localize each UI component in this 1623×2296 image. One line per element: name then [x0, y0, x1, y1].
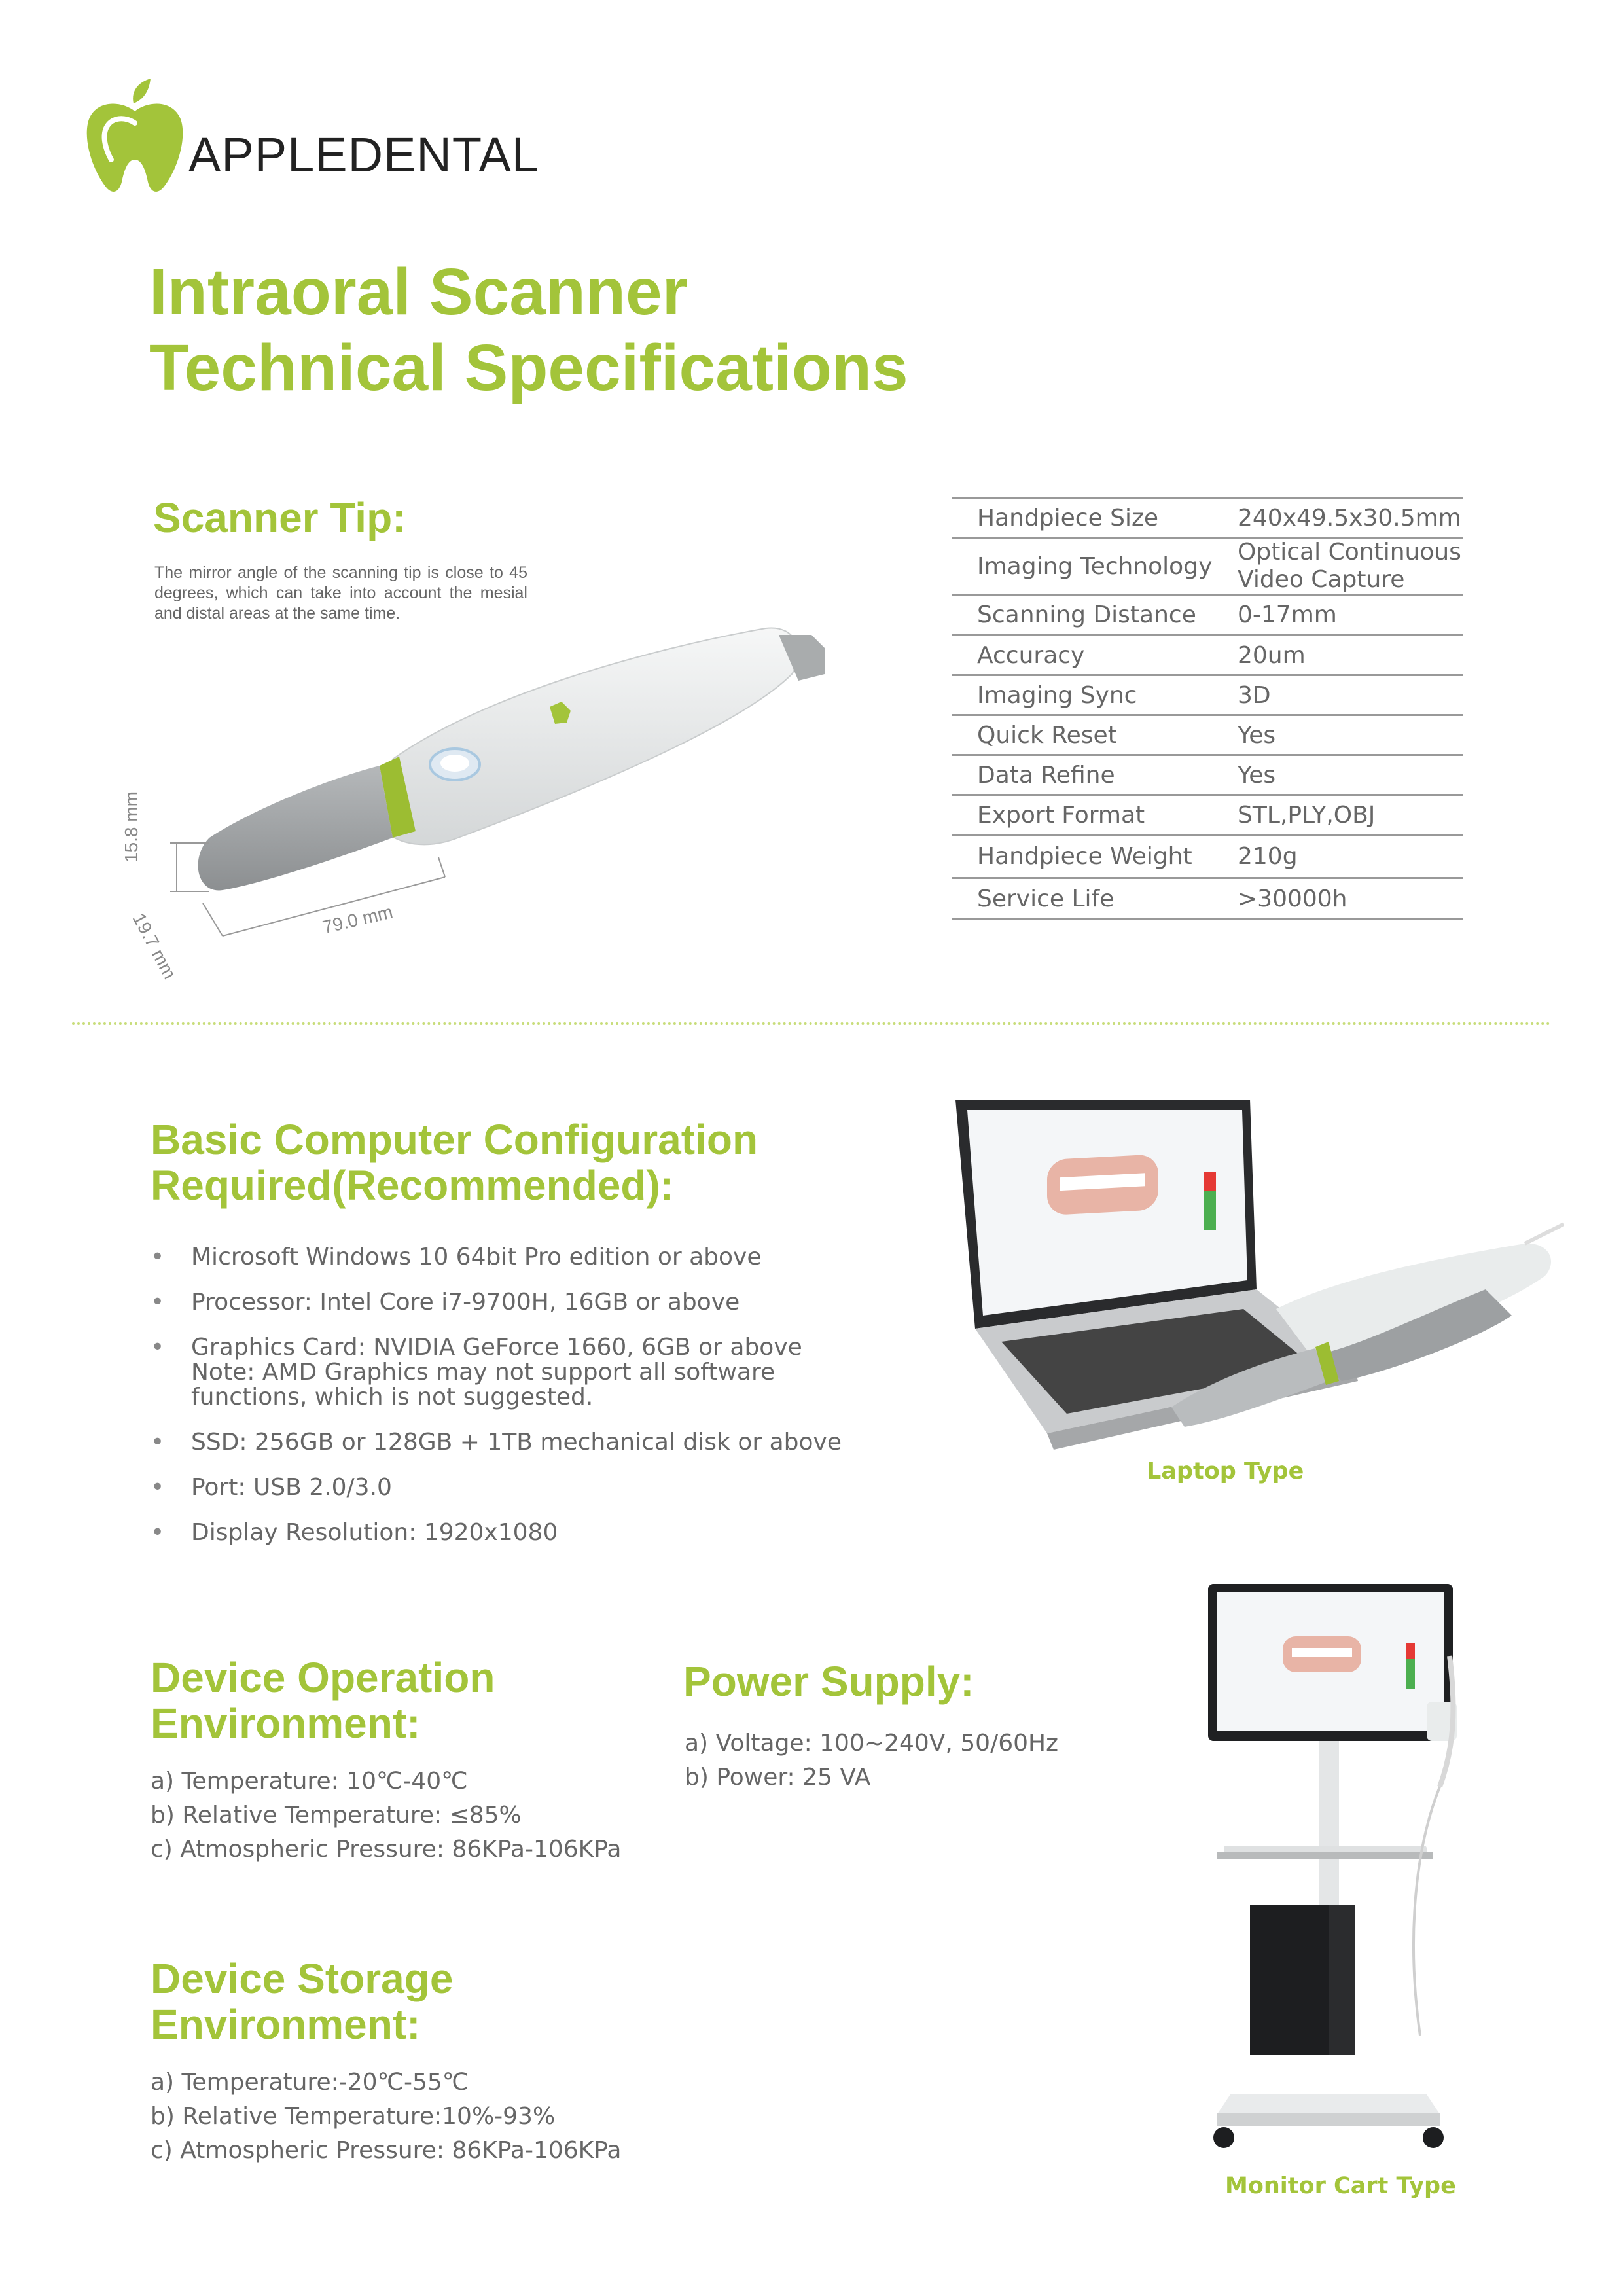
tip-length-dimension: 79.0 mm: [321, 901, 395, 938]
spec-label: Export Format: [952, 795, 1213, 835]
scanner-handpiece-illustration: [118, 609, 851, 975]
spec-label: Service Life: [952, 878, 1213, 920]
spec-row: [952, 675, 1463, 715]
power-supply-list: [685, 1727, 1058, 1795]
computer-config-heading: [151, 1117, 758, 1208]
operation-heading-line1: Device Operation: [151, 1654, 495, 1701]
spec-row: [952, 636, 1463, 675]
spec-label: Handpiece Size: [952, 499, 1213, 538]
spec-value: 3D: [1213, 675, 1463, 715]
spec-row: [952, 595, 1463, 636]
laptop-scanner-illustration: [949, 1093, 1564, 1460]
spec-label: Handpiece Weight: [952, 835, 1213, 878]
spec-value: 210g: [1213, 835, 1463, 878]
list-item: • SSD: 256GB or 128GB + 1TB mechanical disk or above: [151, 1430, 923, 1455]
spec-value: 0-17mm: [1213, 595, 1463, 636]
spec-value: >30000h: [1213, 878, 1463, 920]
storage-environment-list: [151, 2066, 621, 2168]
spec-label: Data Refine: [952, 755, 1213, 795]
list-item: a) Voltage: 100~240V, 50/60Hz: [685, 1730, 1058, 1757]
list-item: b) Power: 25 VA: [685, 1764, 871, 1791]
monitor-cart-caption: Monitor Cart Type: [1225, 2173, 1456, 2199]
scanner-tip-description: The mirror angle of the scanning tip is close to 45 degrees, which can take into account the mesial and distal areas at the same time.: [154, 564, 527, 622]
spec-value: Yes: [1213, 715, 1463, 755]
power-supply-heading: Power Supply:: [683, 1658, 974, 1705]
tip-height-dimension: 15.8 mm: [121, 791, 141, 863]
spec-row: [952, 795, 1463, 835]
computer-config-heading-line1: Basic Computer Configuration: [151, 1116, 758, 1163]
spec-label: Quick Reset: [952, 715, 1213, 755]
list-item: • Microsoft Windows 10 64bit Pro edition or above: [151, 1245, 923, 1270]
laptop-type-caption: Laptop Type: [1147, 1458, 1304, 1484]
specifications-table: [952, 497, 1463, 920]
list-item: [151, 1335, 923, 1410]
spec-label: Imaging Sync: [952, 675, 1213, 715]
storage-heading-line2: Environment:: [151, 2001, 421, 2048]
spec-row: [952, 499, 1463, 538]
list-item: • Display Resolution: 1920x1080: [151, 1520, 923, 1545]
operation-environment-list: [151, 1765, 621, 1867]
computer-config-heading-line2: Required(Recommended):: [151, 1162, 675, 1209]
list-item: • Processor: Intel Core i7-9700H, 16GB or above: [151, 1290, 923, 1315]
operation-heading-line2: Environment:: [151, 1700, 421, 1747]
graphics-note: Note: AMD Graphics may not support all software functions, which is not suggested.: [191, 1359, 776, 1410]
apple-tooth-logo-icon: [82, 77, 187, 195]
spec-row: [952, 878, 1463, 920]
spec-label: Accuracy: [952, 636, 1213, 675]
spec-label: Scanning Distance: [952, 595, 1213, 636]
spec-row: [952, 835, 1463, 878]
computer-config-list: [151, 1245, 923, 1566]
list-item: • Port: USB 2.0/3.0: [151, 1475, 923, 1500]
list-item: a) Temperature: 10℃-40℃: [151, 1768, 468, 1795]
list-item: a) Temperature:-20℃-55℃: [151, 2069, 469, 2096]
page-title-line1: Intraoral Scanner: [149, 255, 688, 329]
scanner-tip-heading: Scanner Tip:: [153, 494, 406, 541]
page-title: [149, 254, 908, 406]
spec-value: Yes: [1213, 755, 1463, 795]
spec-value: STL,PLY,OBJ: [1213, 795, 1463, 835]
list-item: b) Relative Temperature:10%-93%: [151, 2103, 556, 2130]
storage-heading-line1: Device Storage: [151, 1955, 454, 2002]
graphics-card-text: Graphics Card: NVIDIA GeForce 1660, 6GB or above: [191, 1334, 802, 1361]
spec-row: [952, 755, 1463, 795]
spec-row: [952, 715, 1463, 755]
list-item: c) Atmospheric Pressure: 86KPa-106KPa: [151, 1836, 622, 1863]
storage-environment-heading: [151, 1956, 453, 2047]
operation-environment-heading: [151, 1655, 495, 1746]
tip-width-dimension: 19.7 mm: [128, 910, 181, 982]
spec-label: Imaging Technology: [952, 538, 1213, 595]
list-item: c) Atmospheric Pressure: 86KPa-106KPa: [151, 2137, 622, 2164]
monitor-cart-illustration: [1191, 1577, 1466, 2160]
spec-value: 240x49.5x30.5mm: [1213, 499, 1463, 538]
section-divider: [72, 1022, 1551, 1025]
spec-value: Optical Continuous Video Capture: [1213, 538, 1463, 595]
spec-value: 20um: [1213, 636, 1463, 675]
brand-name: APPLEDENTAL: [188, 128, 540, 182]
page-title-line2: Technical Specifications: [149, 331, 908, 404]
list-item: b) Relative Temperature: ≤85%: [151, 1802, 522, 1829]
spec-row: [952, 538, 1463, 595]
